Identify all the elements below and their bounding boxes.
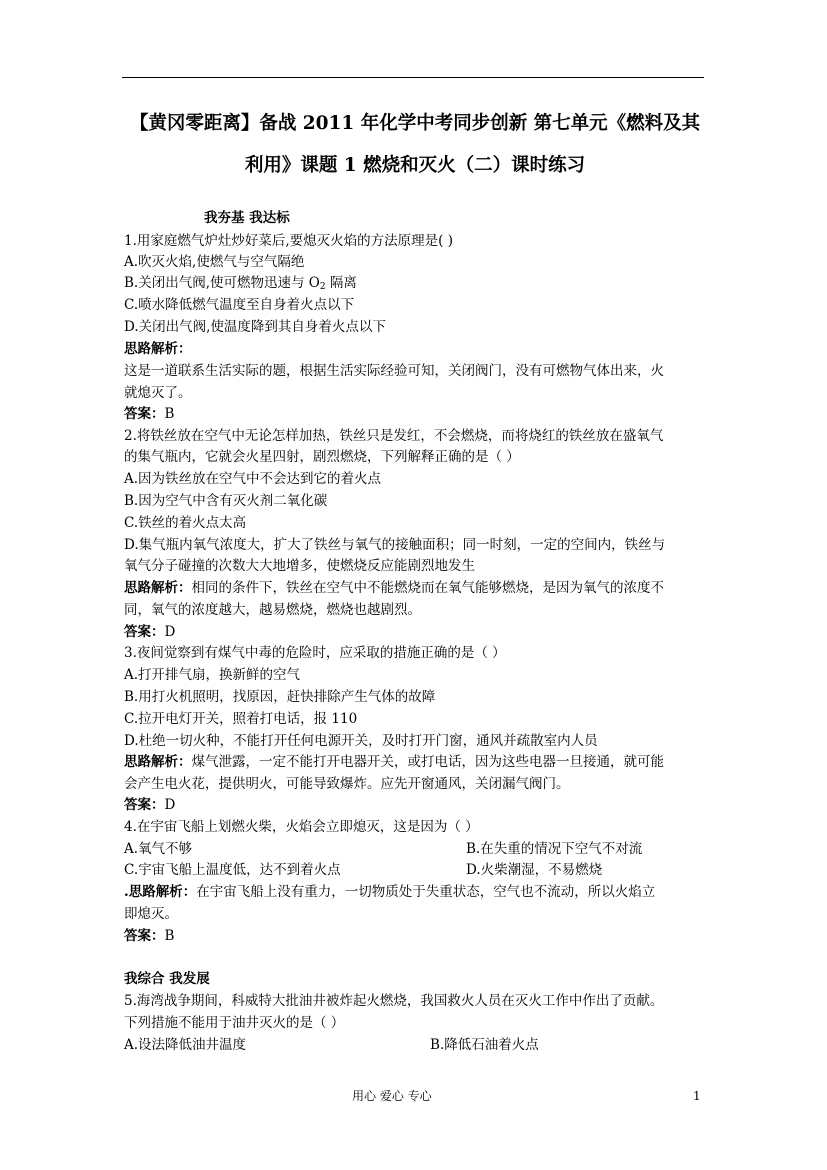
q1-analysis-line-2: 就熄灭了。: [124, 385, 192, 401]
q2-analysis-line-2: 同，氧气的浓度越大，越易燃烧，燃烧也越剧烈。: [124, 602, 421, 618]
q2-option-c: C.铁丝的着火点太高: [124, 515, 247, 531]
q4-stem: 4.在宇宙飞船上划燃火柴，火焰会立即熄灭，这是因为（ ）: [124, 819, 479, 835]
q1-option-a: A.吹灭火焰,使燃气与空气隔绝: [124, 254, 305, 270]
q4-option-b: B.在失重的情况下空气不对流: [466, 841, 643, 857]
footer-motto: 用心 爱心 专心: [352, 1089, 432, 1103]
q1-option-b-text: B.关闭出气阀,使可燃物迅速与 O: [124, 275, 320, 291]
q2-stem-line-1: 2.将铁丝放在空气中无论怎样加热，铁丝只是发红，不会燃烧，而将烧红的铁丝放在盛氧气: [124, 428, 664, 444]
q2-option-a: A.因为铁丝放在空气中不会达到它的着火点: [124, 471, 382, 487]
q2-analysis: [124, 579, 664, 597]
q2-analysis-line-1: 相同的条件下，铁丝在空气中不能燃烧而在氧气能够燃烧，是因为氧气的浓度不: [191, 580, 664, 596]
q4-option-a: A.氧气不够: [124, 841, 193, 857]
q1-option-b: [124, 274, 357, 296]
q1-analysis-line-1: 这是一道联系生活实际的题，根据生活实际经验可知，关闭阀门，没有可燃物气体出来，火: [124, 363, 664, 379]
q3-analysis-line-1: 煤气泄露，一定不能打开电器开关，或打电话，因为这些电器一旦接通，就可能: [191, 754, 664, 770]
q2-stem-line-2: 的集气瓶内，它就会火星四射，剧烈燃烧，下列解释正确的是（ ）: [124, 449, 520, 465]
q1-answer-label: 答案：: [124, 406, 165, 422]
q4-analysis: [124, 883, 655, 901]
q2-analysis-label: 思路解析：: [124, 580, 192, 596]
q2-option-b: B.因为空气中含有灭火剂二氧化碳: [124, 493, 328, 509]
q5-stem-line-2: 下列措施不能用于油井灭火的是（ ）: [124, 1015, 345, 1031]
q1-stem: 1.用家庭燃气炉灶炒好菜后,要熄灭火焰的方法原理是( ): [124, 233, 453, 249]
q1-option-d: D.关闭出气阀,使温度降到其自身着火点以下: [124, 319, 386, 335]
q4-analysis-line-1: 在宇宙飞船上没有重力，一切物质处于失重状态，空气也不流动，所以火焰立: [196, 884, 656, 900]
q5-option-a: A.设法降低油井温度: [124, 1037, 247, 1053]
q2-option-d-line-2: 氧气分子碰撞的次数大大地增多，使燃烧反应能剧烈地发生: [124, 558, 475, 574]
q4-option-d: D.火柴潮湿，不易燃烧: [466, 862, 603, 878]
q3-option-a: A.打开排气扇，换新鲜的空气: [124, 667, 301, 683]
q3-answer-value: D: [164, 797, 176, 813]
q1-answer: [124, 405, 174, 423]
document-title-line-2: 利用》课题 1 燃烧和灭火（二）课时练习: [244, 155, 586, 176]
q2-option-d-line-1: D.集气瓶内氧气浓度大，扩大了铁丝与氧气的接触面积；同一时刻，一定的空间内，铁丝与: [124, 537, 666, 553]
q5-stem-line-1: 5.海湾战争期间，科威特大批油井被炸起火燃烧，我国救火人员在灭火工作中作出了贡献。: [124, 993, 664, 1009]
q2-answer-label: 答案：: [124, 624, 165, 640]
q4-analysis-label: .思路解析：: [124, 884, 197, 900]
q3-option-b: B.用打火机照明，找原因，赶快排除产生气体的故障: [124, 689, 436, 705]
q2-answer: [124, 623, 175, 641]
q3-answer-label: 答案：: [124, 797, 165, 813]
header-rule: [122, 77, 704, 78]
q1-analysis-label: 思路解析：: [124, 341, 192, 357]
q4-answer-label: 答案：: [124, 928, 165, 944]
q1-option-c: C.喷水降低燃气温度至自身着火点以下: [124, 297, 355, 313]
page-number: 1: [693, 1089, 701, 1103]
q3-option-d: D.杜绝一切火种，不能打开任何电源开关，及时打开门窗，通风并疏散室内人员: [124, 733, 598, 749]
q2-answer-value: D: [164, 624, 176, 640]
q4-answer-value: B: [164, 928, 175, 944]
q1-answer-value: B: [164, 406, 175, 422]
section-heading-advanced: 我综合 我发展: [124, 971, 210, 987]
q4-analysis-line-2: 即熄灭。: [124, 906, 178, 922]
q3-analysis-label: 思路解析：: [124, 754, 192, 770]
q3-stem: 3.夜间觉察到有煤气中毒的危险时，应采取的措施正确的是（ ）: [124, 645, 506, 661]
q1-option-b-text-end: 隔离: [325, 275, 357, 291]
section-heading-basic: 我夯基 我达标: [204, 210, 290, 226]
q3-analysis-line-2: 会产生电火花，提供明火，可能导致爆炸。应先开窗通风，关闭漏气阀门。: [124, 776, 570, 792]
q3-option-c: C.拉开电灯开关，照着打电话，报 110: [124, 711, 358, 727]
q4-answer: [124, 927, 174, 945]
q5-option-b: B.降低石油着火点: [430, 1037, 539, 1053]
q3-answer: [124, 796, 175, 814]
q1-option-b-subscript: 2: [319, 282, 326, 292]
q4-option-c: C.宇宙飞船上温度低，达不到着火点: [124, 862, 341, 878]
document-title-line-1: 【黄冈零距离】备战 2011 年化学中考同步创新 第七单元《燃料及其: [129, 113, 701, 134]
q3-analysis: [124, 753, 664, 771]
